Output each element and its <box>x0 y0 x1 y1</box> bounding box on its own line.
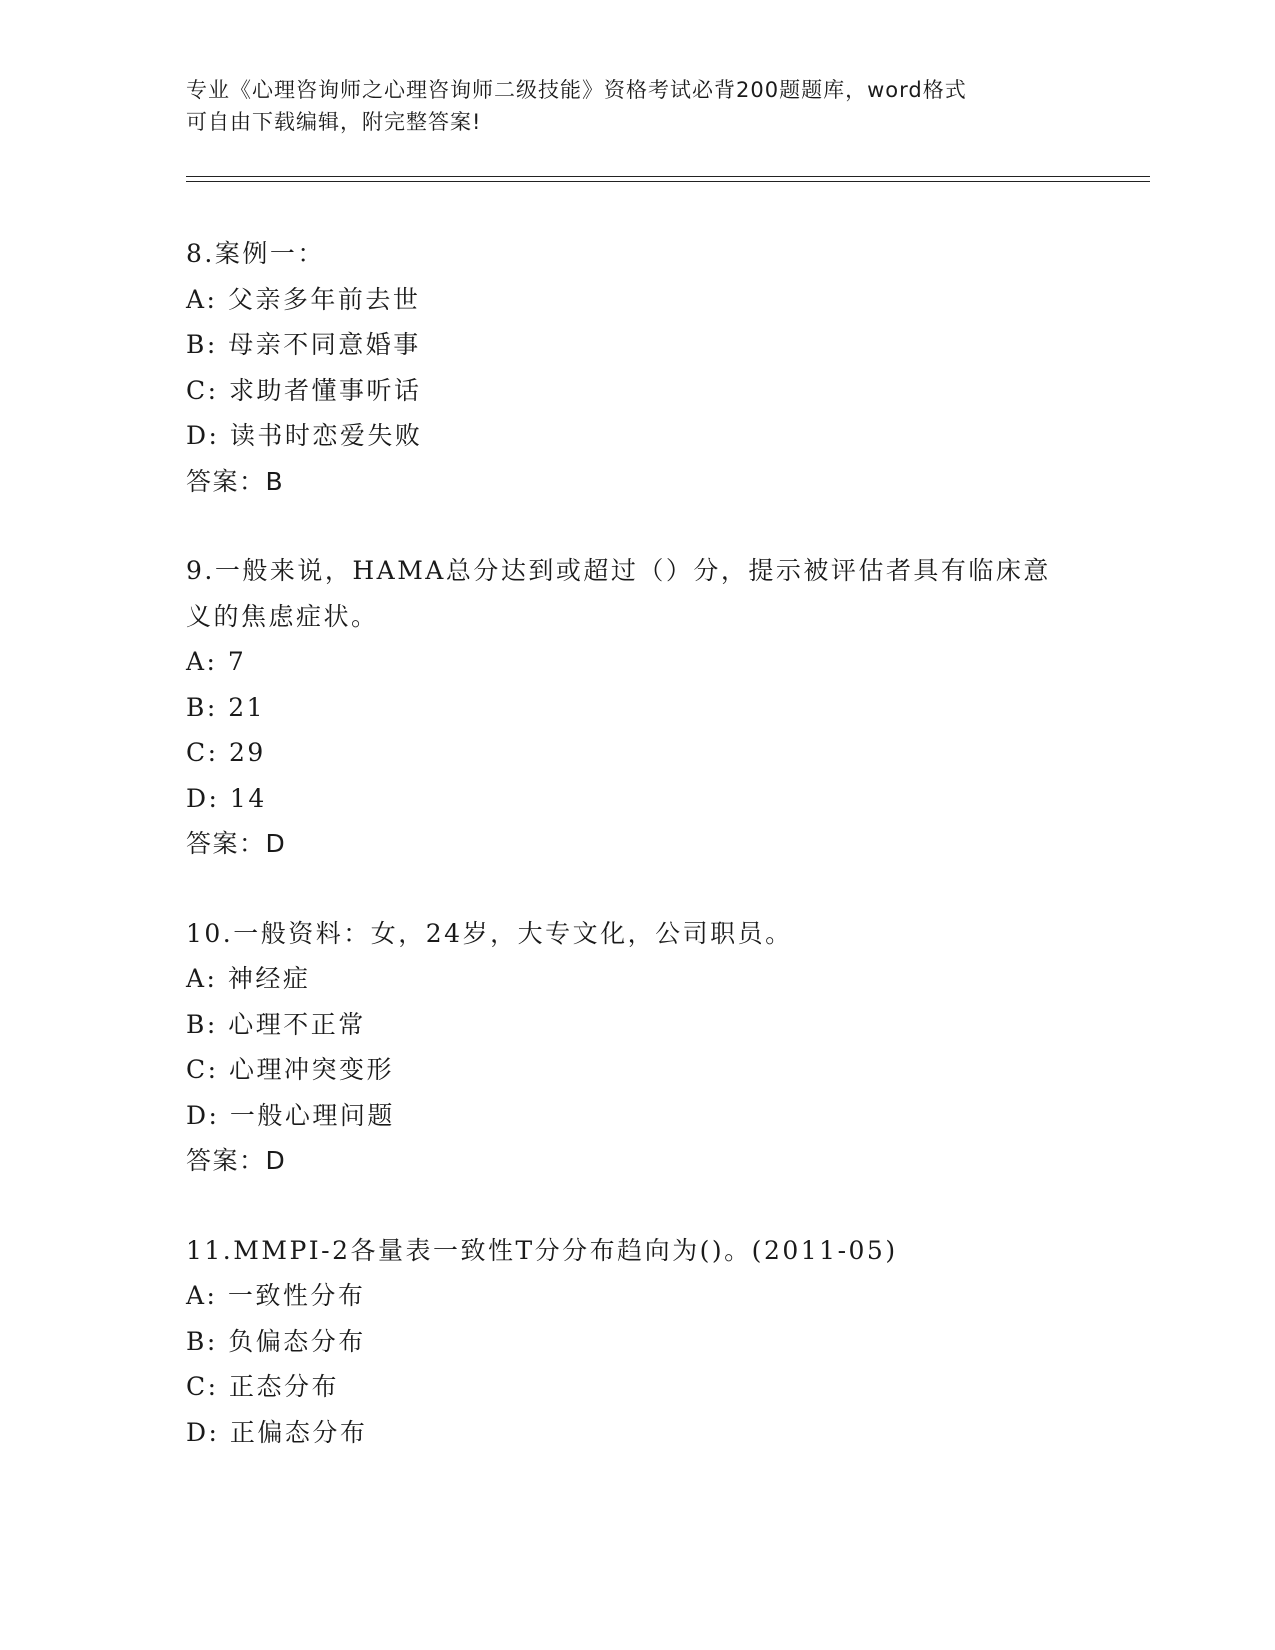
option-a: A: 父亲多年前去世 <box>186 284 421 314</box>
option-b: B: 母亲不同意婚事 <box>186 330 421 359</box>
option-d: D: 正偏态分布 <box>186 1417 368 1447</box>
header-rule-top <box>186 176 1150 177</box>
question-stem: 8.案例一： <box>186 239 325 268</box>
question-10 <box>186 911 1066 1184</box>
answer-line: 答案：D <box>186 1146 287 1175</box>
document-header <box>186 74 1066 138</box>
question-stem: 10.一般资料：女，24岁，大专文化，公司职员。 <box>186 918 793 948</box>
option-d: D: 一般心理问题 <box>186 1100 395 1130</box>
header-title-line-1: 专业《心理咨询师之心理咨询师二级技能》资格考试必背200题题库，word格式 <box>186 78 967 102</box>
header-title-line-2: 可自由下载编辑，附完整答案! <box>186 110 482 134</box>
option-c: C: 求助者懂事听话 <box>186 375 422 405</box>
option-d: D: 14 <box>186 783 267 813</box>
answer-line: 答案：B <box>186 466 285 496</box>
question-9 <box>186 548 1066 867</box>
answer-line: 答案：D <box>186 829 287 858</box>
option-c: C: 正态分布 <box>186 1372 339 1401</box>
header-rule-bottom <box>186 181 1150 182</box>
option-c: C: 29 <box>186 738 266 767</box>
option-d: D: 读书时恋爱失败 <box>186 421 423 450</box>
option-b: B: 21 <box>186 692 266 722</box>
question-stem: 9.一般来说，HAMA总分达到或超过（）分，提示被评估者具有临床意 <box>186 556 1051 585</box>
question-stem-continued: 义的焦虑症状。 <box>186 601 379 631</box>
question-stem: 11.MMPI-2各量表一致性T分分布趋向为()。(2011-05) <box>186 1235 898 1265</box>
option-a: A: 一致性分布 <box>186 1281 366 1310</box>
question-list <box>186 231 1066 1499</box>
option-b: B: 负偏态分布 <box>186 1326 366 1356</box>
question-8 <box>186 231 1066 504</box>
option-a: A: 神经症 <box>186 964 311 993</box>
option-a: A: 7 <box>186 647 247 676</box>
option-c: C: 心理冲突变形 <box>186 1055 394 1084</box>
question-11 <box>186 1228 1066 1456</box>
option-b: B: 心理不正常 <box>186 1009 366 1039</box>
